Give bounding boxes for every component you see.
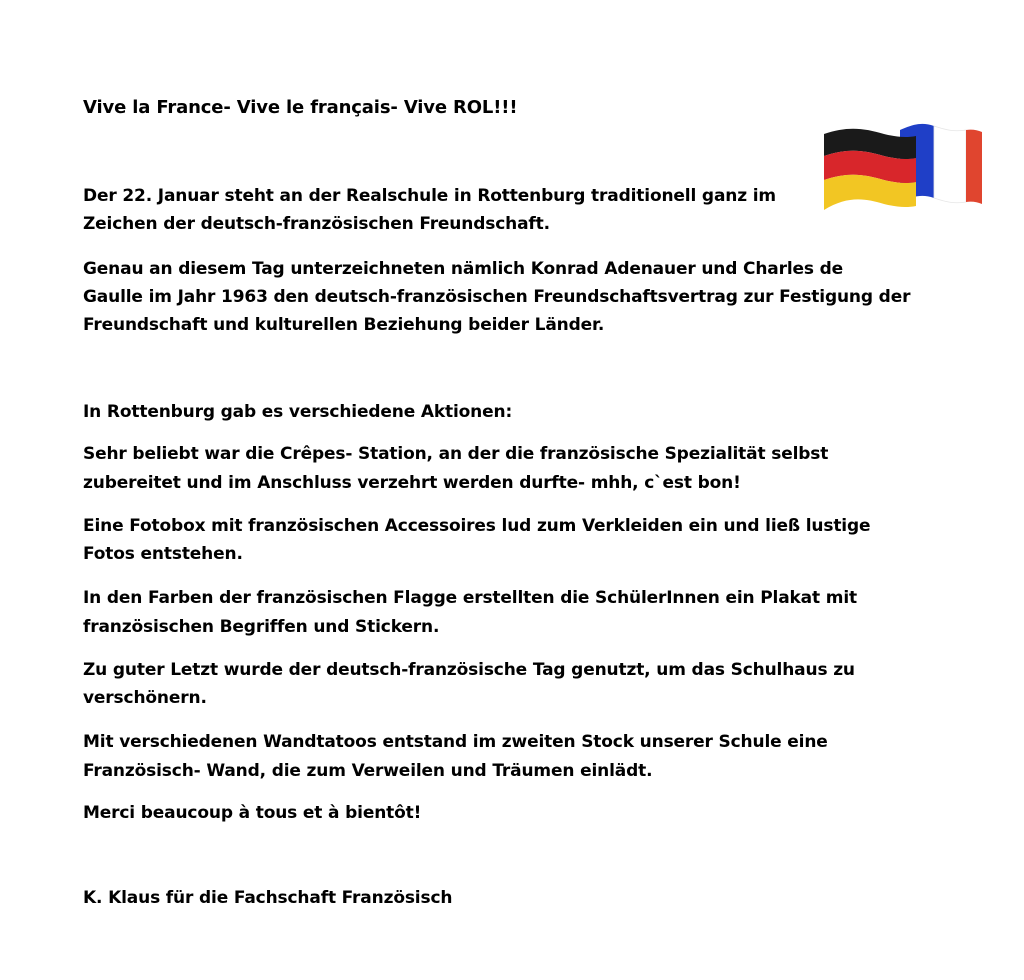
plakat-line-2: französischen Begriffen und Stickern. — [83, 617, 440, 637]
schulhaus-line-1: Zu guter Letzt wurde der deutsch-französische Tag genutzt, um das Schulhaus zu — [83, 660, 855, 680]
signature: K. Klaus für die Fachschaft Französisch — [83, 888, 453, 908]
intro-line-1: Der 22. Januar steht an der Realschule in Rottenburg traditionell ganz im — [83, 186, 776, 206]
wand-line-2: Französisch- Wand, die zum Verweilen und Träumen einlädt. — [83, 761, 653, 781]
fotobox-line-2: Fotos entstehen. — [83, 544, 243, 564]
page-title: Vive la France- Vive le français- Vive ROL!!! — [83, 97, 518, 118]
history-line-3: Freundschaft und kulturellen Beziehung beider Länder. — [83, 315, 605, 335]
wand-line-1: Mit verschiedenen Wandtatoos entstand im zweiten Stock unserer Schule eine — [83, 732, 828, 752]
german-french-flags-icon — [822, 122, 984, 214]
fotobox-line-1: Eine Fotobox mit französischen Accessoires lud zum Verkleiden ein und ließ lustige — [83, 516, 871, 536]
plakat-line-1: In den Farben der französischen Flagge erstellten die SchülerInnen ein Plakat mit — [83, 588, 857, 608]
intro-line-2: Zeichen der deutsch-französischen Freundschaft. — [83, 214, 550, 234]
history-line-2: Gaulle im Jahr 1963 den deutsch-französischen Freundschaftsvertrag zur Festigung der — [83, 287, 911, 307]
closing-line: Merci beaucoup à tous et à bientôt! — [83, 803, 422, 823]
history-line-1: Genau an diesem Tag unterzeichneten nämlich Konrad Adenauer und Charles de — [83, 259, 844, 279]
schulhaus-line-2: verschönern. — [83, 688, 207, 708]
crepes-line-2: zubereitet und im Anschluss verzehrt werden durfte- mhh, c`est bon! — [83, 473, 741, 493]
crepes-line-1: Sehr beliebt war die Crêpes- Station, an der die französische Spezialität selbst — [83, 444, 829, 464]
actions-intro: In Rottenburg gab es verschiedene Aktionen: — [83, 402, 513, 422]
